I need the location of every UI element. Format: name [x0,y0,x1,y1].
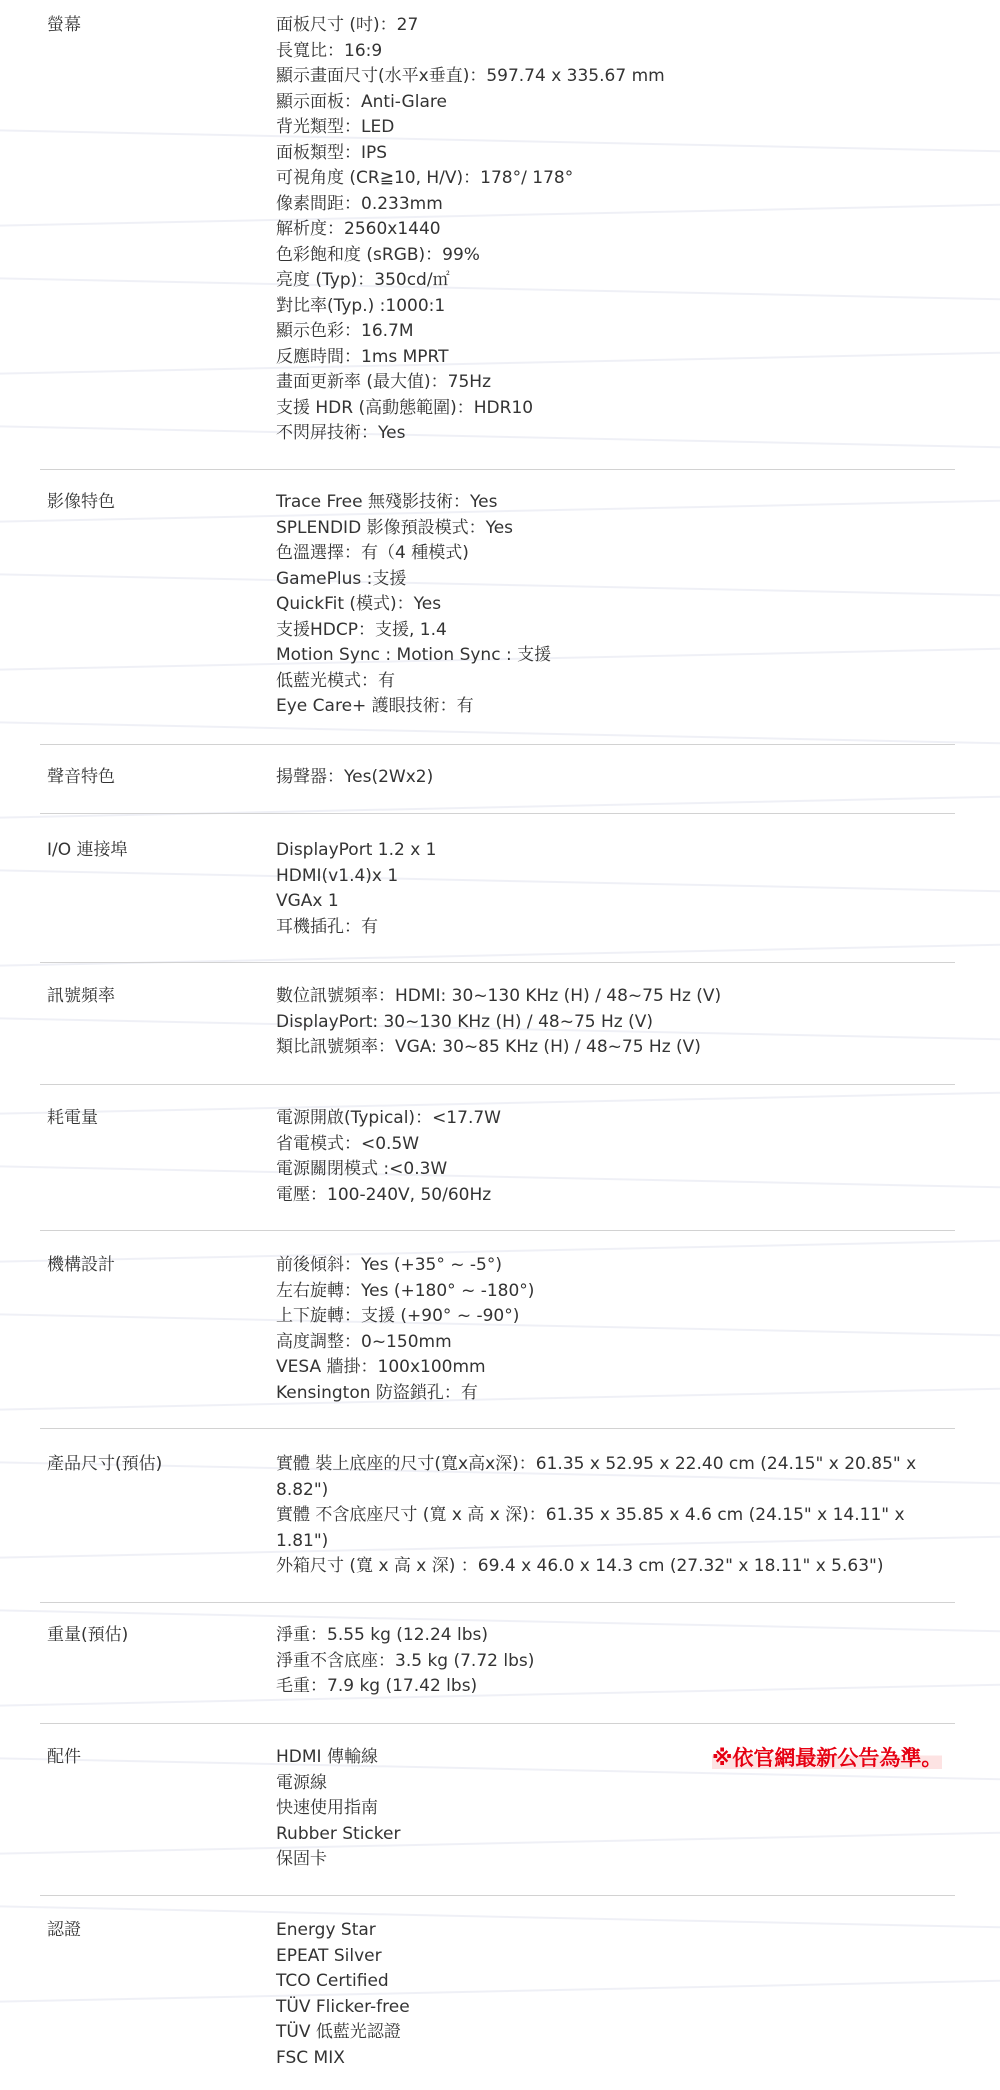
spec-line: 淨重不含底座：3.5 kg (7.72 lbs) [276,1650,535,1671]
spec-line: DisplayPort: 30~130 KHz (H) / 48~75 Hz (V) [276,1011,653,1032]
spec-line: 揚聲器：Yes(2Wx2) [276,767,434,787]
spec-line: 支援 HDR (高動態範圍)：HDR10 [276,397,534,418]
section-title: 螢幕 [47,15,81,35]
spec-line: HDMI(v1.4)x 1 [276,865,399,886]
spec-line: 保固卡 [276,1849,327,1869]
spec-line: Energy Star [276,1920,376,1940]
spec-line: TÜV 低藍光認證 [276,2022,401,2042]
spec-line: 面板類型：IPS [276,142,388,163]
spec-line: DisplayPort 1.2 x 1 [276,840,437,860]
spec-line: 對比率(Typ.) :1000:1 [276,295,446,316]
spec-section-video [40,490,955,745]
spec-line: 類比訊號頻率：VGA: 30~85 KHz (H) / 48~75 Hz (V) [276,1037,701,1057]
section-values [276,1918,958,2071]
spec-line: SPLENDID 影像預設模式：Yes [276,517,514,538]
section-values [276,490,958,720]
spec-line: 快速使用指南 [276,1798,378,1818]
spec-line: 外箱尺寸 (寬 x 高 x 深) ：69.4 x 46.0 x 14.3 cm (27.32" x 18.11" x 5.63") [276,1556,884,1576]
spec-section-certification [40,1918,955,2078]
spec-line: 解析度：2560x1440 [276,219,441,239]
spec-line: 亮度 (Typ)：350cd/㎡ [276,270,450,290]
spec-line: Trace Free 無殘影技術：Yes [276,492,498,512]
section-title: 認證 [47,1920,81,1940]
section-values [276,765,958,791]
spec-line: HDMI 傳輸線 [276,1747,378,1767]
spec-line: GamePlus :支援 [276,568,407,589]
spec-section-audio [40,765,955,814]
spec-line: 低藍光模式：有 [276,670,395,691]
spec-line: 支援HDCP：支援, 1.4 [276,619,447,640]
spec-line: 像素間距：0.233mm [276,193,443,214]
section-title: 影像特色 [47,492,115,512]
spec-section-power [40,1106,955,1231]
section-title: I/O 連接埠 [47,840,128,860]
section-title: 產品尺寸(預估) [47,1454,163,1474]
spec-line: 反應時間：1ms MPRT [276,346,449,367]
spec-line: 毛重：7.9 kg (17.42 lbs) [276,1676,478,1696]
spec-line: 可視角度 (CR≧10, H/V)：178°/ 178° [276,168,574,188]
spec-section-dimensions [40,1452,955,1603]
spec-line: 色溫選擇：有（4 種模式) [276,543,469,563]
spec-line: 實體 不含底座尺寸 (寬 x 高 x 深)：61.35 x 35.85 x 4.6 cm (24.15" x 14.11" x 1.81") [276,1505,905,1551]
section-title: 聲音特色 [47,767,115,787]
section-values [276,1452,958,1580]
spec-line: 長寬比：16:9 [276,40,383,61]
section-values [276,13,958,447]
spec-line: 顯示色彩：16.7M [276,321,414,341]
spec-line: 電源關閉模式 :<0.3W [276,1159,448,1179]
spec-line: 前後傾斜：Yes (+35° ~ -5°) [276,1255,502,1275]
spec-line: Motion Sync : Motion Sync : 支援 [276,645,552,665]
spec-line: 耳機插孔：有 [276,916,378,937]
spec-line: 背光類型：LED [276,117,395,137]
spec-line: TCO Certified [276,1971,389,1991]
spec-line: 電源開啟(Typical)：<17.7W [276,1108,501,1128]
spec-line: 面板尺寸 (吋)：27 [276,15,419,35]
spec-line: 色彩飽和度 (sRGB)：99% [276,244,480,265]
spec-line: EPEAT Silver [276,1945,382,1966]
spec-line: 顯示面板：Anti-Glare [276,91,447,112]
spec-line: 實體 裝上底座的尺寸(寬x高x深)：61.35 x 52.95 x 22.40 cm (24.15" x 20.85" x 8.82") [276,1454,917,1500]
spec-section-display [40,13,955,470]
spec-section-weight [40,1623,955,1724]
section-values [276,1253,958,1406]
spec-line: 左右旋轉：Yes (+180° ~ -180°) [276,1280,535,1301]
spec-line: 上下旋轉：支援 (+90° ~ -90°) [276,1306,520,1326]
spec-section-mechanical [40,1253,955,1429]
spec-line: VGAx 1 [276,891,339,911]
section-values [276,984,958,1061]
spec-line: FSC MIX [276,2047,345,2068]
spec-line: 高度調整：0~150mm [276,1331,452,1352]
spec-line: 數位訊號頻率：HDMI: 30~130 KHz (H) / 48~75 Hz (V) [276,986,722,1006]
spec-section-io [40,838,955,963]
spec-section-frequency [40,984,955,1085]
spec-line: 不閃屏技術：Yes [276,423,406,443]
spec-line: Kensington 防盜鎖孔：有 [276,1382,478,1403]
spec-line: 顯示畫面尺寸(水平x垂直)：597.74 x 335.67 mm [276,66,665,86]
spec-line: QuickFit (模式)：Yes [276,594,442,614]
section-values [276,1623,958,1700]
section-title: 配件 [47,1747,81,1767]
section-title: 重量(預估) [47,1625,129,1645]
spec-line: 省電模式：<0.5W [276,1133,420,1154]
section-title: 機構設計 [47,1255,115,1275]
spec-line: 電源線 [276,1772,327,1793]
section-title: 訊號頻率 [47,986,115,1006]
section-values [276,838,958,940]
spec-line: 畫面更新率 (最大值)：75Hz [276,372,492,392]
spec-line: TÜV Flicker-free [276,1996,410,2017]
section-values [276,1106,958,1208]
spec-line: Eye Care+ 護眼技術：有 [276,696,474,716]
spec-line: Rubber Sticker [276,1823,401,1844]
spec-line: 電壓：100-240V, 50/60Hz [276,1184,492,1205]
spec-section-accessories [40,1745,955,1896]
section-title: 耗電量 [47,1108,98,1128]
spec-line: VESA 牆掛：100x100mm [276,1357,486,1377]
section-values [276,1745,958,1873]
official-notice: ※依官網最新公告為準。 [712,1746,943,1770]
spec-line: 淨重：5.55 kg (12.24 lbs) [276,1625,489,1645]
